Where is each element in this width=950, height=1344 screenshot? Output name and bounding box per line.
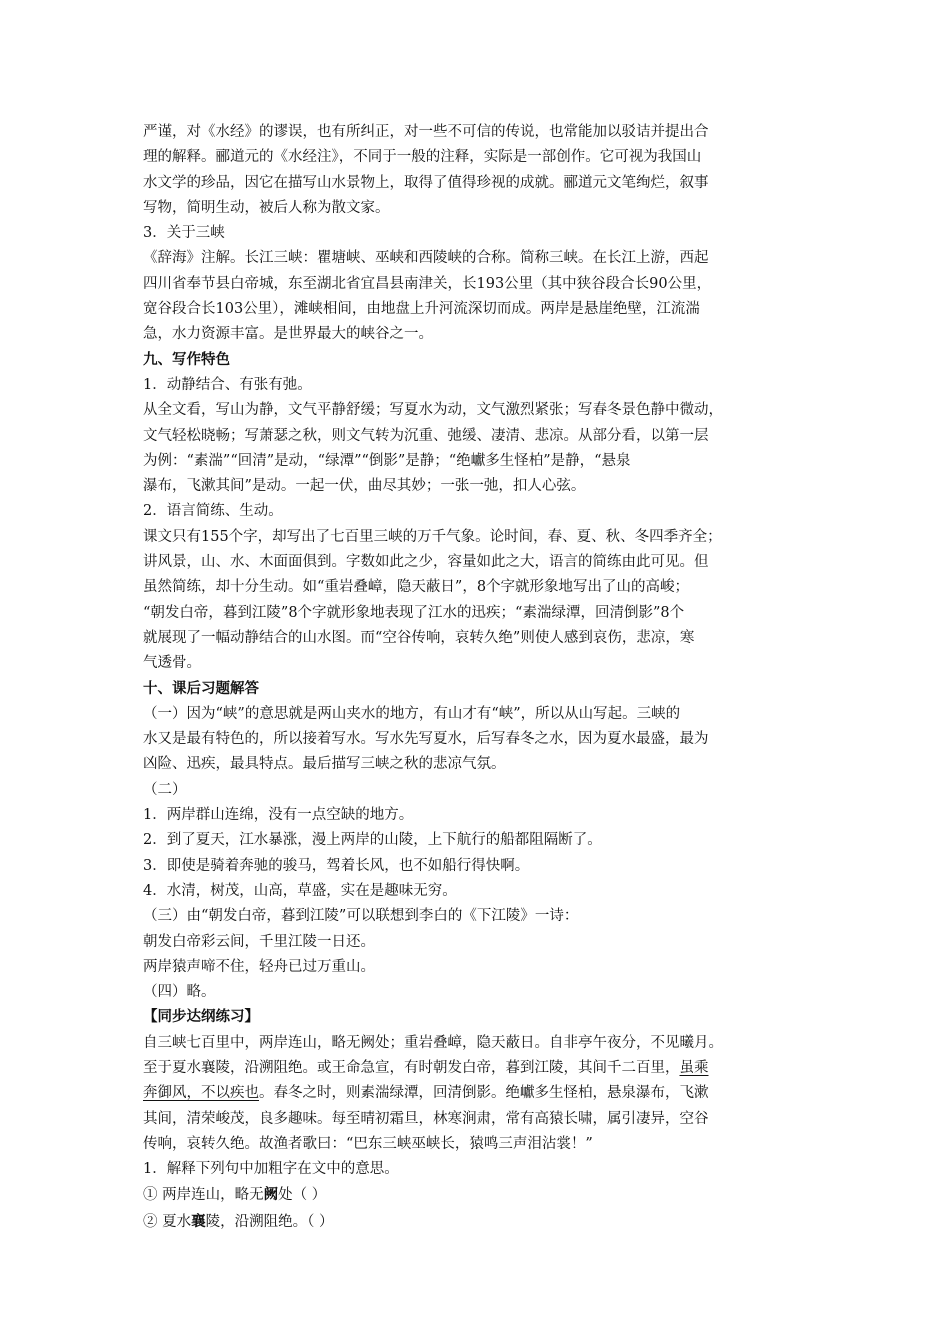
subsection-heading: 3．关于三峡 — [143, 225, 225, 242]
section-heading-practice: 【同步达纲练习】 — [143, 1009, 259, 1026]
question-text: ① 两岸连山，略无 — [143, 1187, 264, 1204]
text-line: 水又是最有特色的，所以接着写水。写水先写夏水，后写春冬之水，因为夏水最盛，最为 — [143, 731, 709, 748]
question-text: ② 夏水 — [143, 1213, 192, 1230]
passage-segment: 。春冬之时，则素湍绿潭，回清倒影。绝巘多生怪柏，悬泉瀑布，飞漱 — [259, 1085, 709, 1102]
text-line: 4．水清，树茂，山高，草盛，实在是趣味无穷。 — [143, 882, 457, 899]
section-heading-writing-features: 九、写作特色 — [143, 351, 230, 368]
text-line: 3．即使是骑着奔驰的骏马，驾着长风，也不如船行得快啊。 — [143, 857, 530, 874]
text-line: 《辞海》注解。长江三峡：瞿塘峡、巫峡和西陵峡的合称。简称三峡。在长江上游，西起 — [143, 250, 709, 267]
underlined-phrase: 虽乘 — [679, 1059, 709, 1076]
passage-line — [143, 1056, 811, 1081]
question-text: 陵，沿溯阻绝。（ ） — [205, 1213, 334, 1230]
text-line: 气透骨。 — [143, 655, 201, 672]
passage-line: 自三峡七百里中，两岸连山，略无阙处；重岩叠嶂，隐天蔽日。自非亭午夜分，不见曦月。 — [143, 1034, 723, 1051]
text-line: 严谨，对《水经》的谬误，也有所纠正，对一些不可信的传说，也常能加以驳诘并提出合 — [143, 124, 709, 140]
question-prompt: 1．解释下列句中加粗字在文中的意思。 — [143, 1161, 399, 1178]
passage-line: 其间，清荣峻茂，良多趣味。每至晴初霜旦，林寒涧肃，常有高猿长啸，属引凄异，空谷 — [143, 1110, 709, 1127]
text-line: 写物，简明生动，被后人称为散文家。 — [143, 199, 390, 216]
question-item — [143, 1209, 811, 1235]
text-line: 急，水力资源丰富。是世界最大的峡谷之一。 — [143, 326, 433, 343]
underlined-phrase: 奔御风，不以疾也 — [143, 1085, 259, 1102]
text-line: 文气轻松晓畅；写萧瑟之秋，则文气转为沉重、弛缓、凄清、悲凉。从部分看，以第一层 — [143, 427, 709, 444]
text-line: “朝发白帝，暮到江陵”8个字就形象地表现了江水的迅疾；“素湍绿潭，回清倒影”8个 — [143, 604, 685, 621]
text-line: 为例：“素湍”“回清”是动，“绿潭”“倒影”是静；“绝巘多生怪柏”是静，“悬泉 — [143, 452, 631, 469]
section-heading-exercise-answers: 十、课后习题解答 — [143, 680, 259, 697]
text-line: （二） — [143, 781, 187, 798]
bold-character: 襄 — [191, 1212, 206, 1230]
passage-line — [143, 1081, 811, 1106]
text-line: 从全文看，写山为静，文气平静舒缓；写夏水为动，文气激烈紧张；写春冬景色静中微动， — [143, 402, 723, 419]
text-line: 凶险、迅疾，最具特点。最后描写三峡之秋的悲凉气氛。 — [143, 756, 506, 773]
question-item — [143, 1182, 811, 1208]
text-line: 宽谷段合长103公里），滩峡相间，由地盘上升河流深切而成。两岸是悬崖绝壁，江流湍 — [143, 301, 700, 318]
text-line: 四川省奉节县白帝城，东至湖北省宜昌县南津关，长193公里（其中狭谷段合长90公里， — [143, 275, 712, 292]
text-line: 瀑布，飞漱其间”是动。一起一伏，曲尽其妙；一张一弛，扣人心弦。 — [143, 478, 586, 495]
document-body — [143, 120, 811, 1235]
text-line: 2．到了夏天，江水暴涨，漫上两岸的山陵，上下航行的船都阻隔断了。 — [143, 832, 602, 849]
passage-line: 传响，哀转久绝。故渔者歌曰：“巴东三峡巫峡长，猿鸣三声泪沾裳！” — [143, 1135, 593, 1152]
subsection-heading: 2．语言简练、生动。 — [143, 503, 283, 520]
poem-line: 朝发白帝彩云间，千里江陵一日还。 — [143, 933, 375, 950]
text-line: 水文学的珍品，因它在描写山水景物上，取得了值得珍视的成就。郦道元文笔绚烂，叙事 — [143, 174, 709, 191]
text-line: 就展现了一幅动静结合的山水图。而“空谷传响，哀转久绝”则使人感到哀伤，悲凉，寒 — [143, 629, 695, 646]
text-line: 理的解释。郦道元的《水经注》，不同于一般的注释，实际是一部创作。它可视为我国山 — [143, 149, 702, 166]
passage-segment: 至于夏水襄陵，沿溯阻绝。或王命急宣，有时朝发白帝，暮到江陵，其间千二百里， — [143, 1059, 680, 1076]
poem-line: 两岸猿声啼不住，轻舟已过万重山。 — [143, 958, 375, 975]
bold-character: 阙 — [263, 1186, 279, 1204]
text-line: 1．两岸群山连绵，没有一点空缺的地方。 — [143, 807, 414, 824]
text-line: （四）略。 — [143, 984, 216, 1001]
text-line: 讲风景，山、水、木面面俱到。字数如此之少，容量如此之大，语言的简练由此可见。但 — [143, 554, 709, 571]
subsection-heading: 1．动静结合、有张有弛。 — [143, 376, 312, 393]
text-line: 课文只有155个字，却写出了七百里三峡的万千气象。论时间，春、夏、秋、冬四季齐全； — [143, 528, 722, 545]
text-line: 虽然简练，却十分生动。如“重岩叠嶂，隐天蔽日”，8个字就形象地写出了山的高峻； — [143, 579, 690, 596]
text-line: （一）因为“峡”的意思就是两山夹水的地方，有山才有“峡”，所以从山写起。三峡的 — [143, 705, 681, 722]
question-text: 处（ ） — [278, 1187, 327, 1204]
text-line: （三）由“朝发白帝，暮到江陵”可以联想到李白的《下江陵》一诗： — [143, 908, 579, 925]
